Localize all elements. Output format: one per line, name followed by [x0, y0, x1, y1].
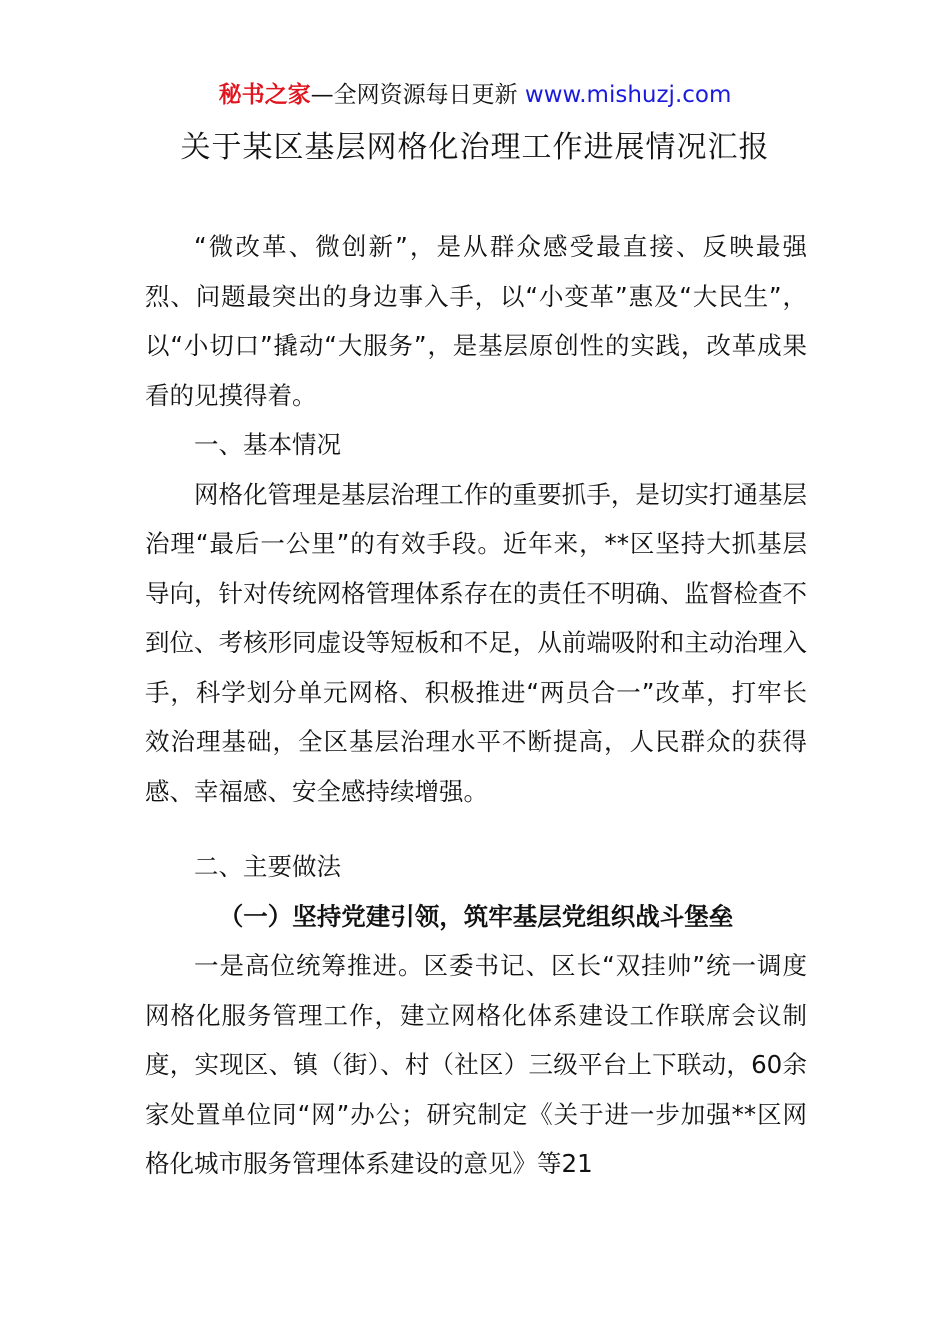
subsection-1-paragraph: 一是高位统筹推进。区委书记、区长“双挂帅”统一调度网格化服务管理工作，建立网格化体系建设工作联席会议制度，实现区、镇（街）、村（社区）三级平台上下联动，60余家处置单位同“网”办公；研究制定《关于进一步加强**区网格化城市服务管理体系建设的意见》等21: [145, 951, 807, 1178]
subsection-1-heading: （一）坚持党建引领，筑牢基层党组织战斗堡垒: [218, 901, 734, 931]
document-title: 关于某区基层网格化治理工作进展情况汇报: [180, 130, 770, 165]
section-2-heading: 二、主要做法: [194, 852, 341, 881]
intro-paragraph: “微改革、微创新”，是从群众感受最直接、反映最强烈、问题最突出的身边事入手，以“小变革”惠及“大民生”，以“小切口”撬动“大服务”，是基层原创性的实践，改革成果看的见摸得着。: [145, 232, 807, 410]
site-url-link[interactable]: www.mishuzj.com: [524, 82, 732, 108]
header-tagline: —全网资源每日更新: [310, 82, 525, 108]
document-body: [145, 222, 807, 1189]
section-1-heading: 一、基本情况: [194, 430, 341, 459]
section-1-paragraph: 网格化管理是基层治理工作的重要抓手，是切实打通基层治理“最后一公里”的有效手段。近年来，**区坚持大抓基层导向，针对传统网格管理体系存在的责任不明确、监督检查不到位、考核形同虚设等短板和不足，从前端吸附和主动治理入手，科学划分单元网格、积极推进“两员合一”改革，打牢长效治理基础，全区基层治理水平不断提高，人民群众的获得感、幸福感、安全感持续增强。: [145, 479, 807, 806]
site-header: [0, 80, 950, 110]
brand-name: 秘书之家: [218, 82, 311, 108]
